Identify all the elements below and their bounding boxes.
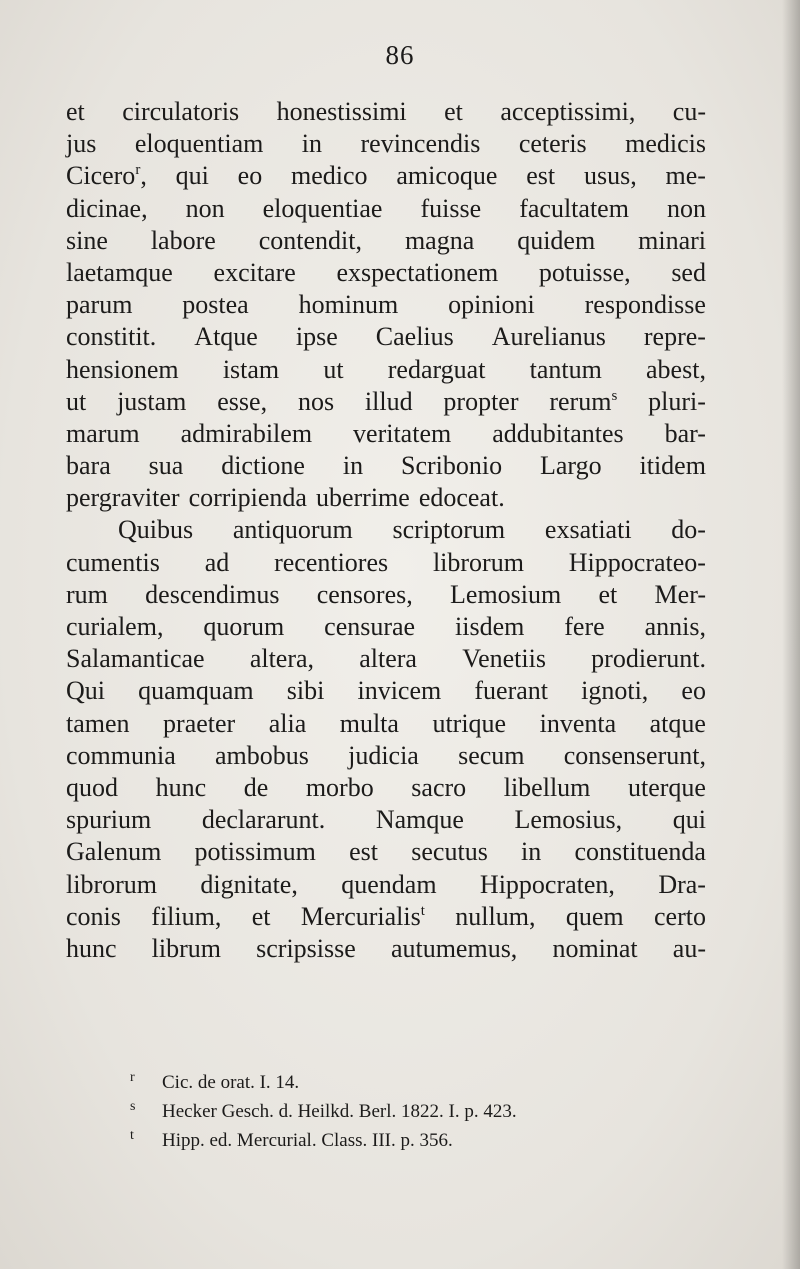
footnote-ref-t: t xyxy=(420,902,425,919)
text-line: et circulatoris honestissimi et acceptissimi, cu- xyxy=(66,97,706,126)
footnote-text: Hecker Gesch. d. Heilkd. Berl. 1822. I. p. 423. xyxy=(162,1101,517,1122)
footnote-mark: r xyxy=(130,1070,135,1085)
text-line: Galenum potissimum est secutus in constituenda xyxy=(66,837,706,867)
text-line: cumentis ad recentiores librorum Hippocrateo- xyxy=(66,547,706,577)
text-line: hunc librum scripsisse autumemus, nominat au- xyxy=(66,933,706,963)
text-line: sine labore contendit, magna quidem minari xyxy=(66,225,706,255)
text-line: conis filium, et Mercurialis$^t$ nullum, quem certo xyxy=(66,901,706,931)
footnote-r xyxy=(130,1068,690,1097)
footnote-ref-r: r xyxy=(135,162,141,179)
text-line: pergraviter corripienda uberrime edoceat. xyxy=(66,483,505,513)
footnote-ref-s: s xyxy=(611,387,618,404)
text-line: tamen praeter alia multa utrique inventa atque xyxy=(66,708,706,738)
text-line: quod hunc de morbo sacro libellum uterque xyxy=(66,772,706,802)
text-line: spurium declararunt. Namque Lemosius, qui xyxy=(66,805,706,835)
text-line: communia ambobus judicia secum consenserunt, xyxy=(66,740,706,770)
footnotes xyxy=(130,1068,690,1155)
text-line: parum postea hominum opinioni respondisse xyxy=(66,290,706,320)
footnote-t xyxy=(130,1126,690,1155)
text-line: curialem, quorum censurae iisdem fere annis, xyxy=(66,612,706,641)
text-line: jus eloquentiam in revincendis ceteris medicis xyxy=(66,129,706,159)
footnote-mark: s xyxy=(130,1099,136,1114)
footnote-s xyxy=(130,1097,690,1126)
page-number: 86 xyxy=(385,40,415,70)
footnote-text: Hipp. ed. Mercurial. Class. III. p. 356. xyxy=(162,1130,453,1151)
text-line: hensionem istam ut redarguat tantum abest, xyxy=(66,354,706,384)
text-line: laetamque excitare exspectationem potuisse, sed xyxy=(66,257,706,287)
text-line: bara sua dictione in Scribonio Largo itidem xyxy=(66,451,706,481)
page-edge-shadow xyxy=(782,0,800,1269)
text-line: Qui quamquam sibi invicem fuerant ignoti, eo xyxy=(66,676,706,706)
text-line: librorum dignitate, quendam Hippocraten, Dra- xyxy=(66,869,706,899)
text-line: ut justam esse, nos illud propter rerum$^s$ pluri- xyxy=(66,386,706,416)
text-line: Salamanticae altera, altera Venetiis prodierunt. xyxy=(66,644,706,674)
text-line: dicinae, non eloquentiae fuisse facultatem non xyxy=(66,193,706,223)
text-line: rum descendimus censores, Lemosium et Mer- xyxy=(66,579,706,609)
text-line: constitit. Atque ipse Caelius Aurelianus repre- xyxy=(66,322,706,352)
footnote-mark: t xyxy=(130,1128,134,1143)
text-line-paragraph-start: Quibus antiquorum scriptorum exsatiati do- xyxy=(118,515,706,545)
text-line: Cicero$^r$, qui eo medico amicoque est usus, me- xyxy=(66,161,706,191)
text-line: marum admirabilem veritatem addubitantes bar- xyxy=(66,418,706,448)
footnote-text: Cic. de orat. I. 14. xyxy=(162,1072,300,1093)
body-text xyxy=(66,96,706,965)
